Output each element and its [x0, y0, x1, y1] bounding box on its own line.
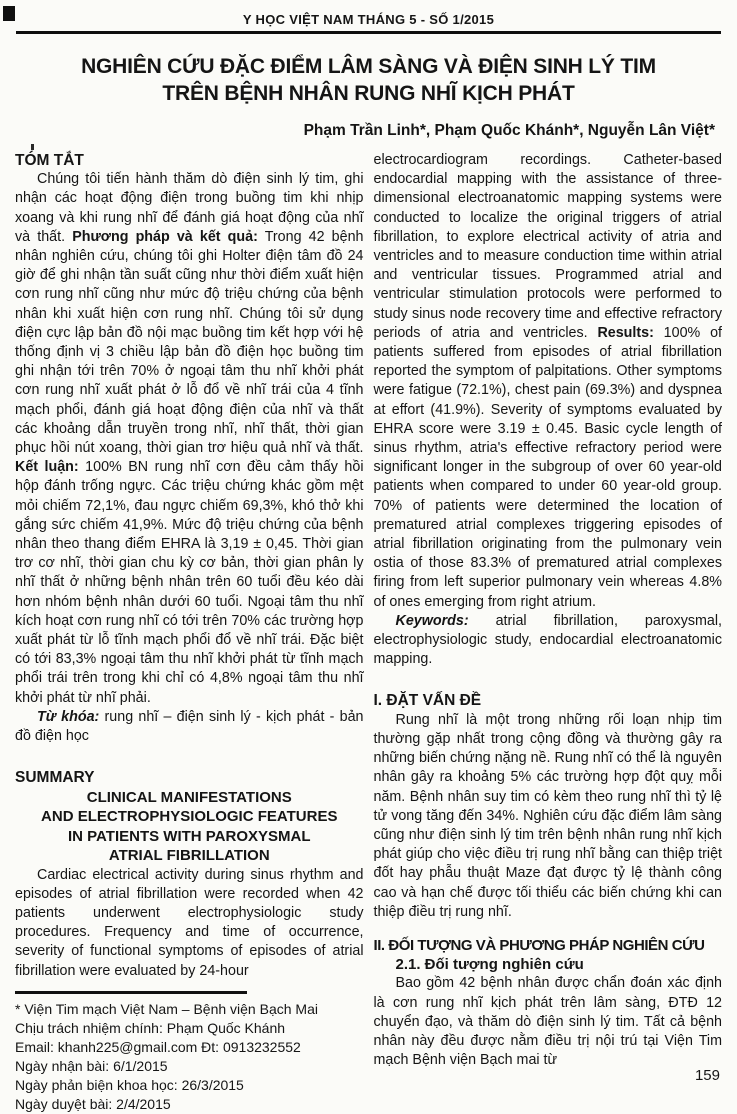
footnote-rule: [15, 991, 247, 994]
summary-title-line3: IN PATIENTS WITH PAROXYSMAL: [68, 827, 311, 845]
methods-results-label: Phương pháp và kết quả:: [72, 228, 258, 245]
two-column-body: [0, 151, 737, 1114]
keywords-vi-label: Từ khóa:: [37, 708, 100, 725]
footnote-responsible: Chịu trách nhiệm chính: Phạm Quốc Khánh: [15, 1019, 286, 1036]
conclusion-label: Kết luận:: [15, 459, 79, 476]
scan-artifact-dot: [31, 144, 34, 150]
abstract-heading: TÓM TẮT: [15, 152, 84, 169]
summary-title-line1: CLINICAL MANIFESTATIONS: [86, 788, 292, 806]
summary-title-line2: AND ELECTROPHYSIOLOGIC FEATURES: [41, 808, 338, 825]
section-2-heading: II. ĐỐI TƯỢNG VÀ PHƯƠNG PHÁP NGHIÊN CỨU: [373, 936, 705, 954]
footnote-received-date: Ngày nhận bài: 6/1/2015: [15, 1057, 168, 1074]
text-segment: Rung nhĩ là một trong những rối loạn nhịp tim thường gặp nhất trong cộng đồng và thường gây ra những biến chứng nặng nề. Rung nhĩ có thể là nguyên nhân gây ra khoảng 5% các trường hợp đột quỵ mỗi năm. Bệnh nhân suy tim có kèm theo rung nhĩ thì tỷ lệ tử vong tăng đến 34%. Nghiên cứu đặc điểm lâm sàng cũng như điện sinh lý tim trên bệnh nhân rung nhĩ kịch phát giúp cho việc điều trị rung nhĩ bằng can thiệp triệt đốt hay phẫu thuật Maze đạt được tỷ lệ thành công cao và hạn chế được tối thiểu các biến chứng khi can thiệp điều trị rung nhĩ.: [373, 711, 722, 920]
section-2-paragraph: [374, 974, 723, 1070]
keywords-vi-line: [15, 708, 364, 746]
summary-title-line4: ATRIAL FIBRILLATION: [108, 847, 270, 864]
text-segment: Bao gồm 42 bệnh nhân được chẩn đoán xác định là cơn rung nhĩ kịch phát trên lâm sàng, ĐTĐ 12 chuyển đạo, và thăm dò điện sinh lý tim. Tất cả bệnh nhân này đều được nằm điều trị nội trú tại Viện Tim mạch Bệnh viện Bạch mai từ: [373, 975, 722, 1069]
summary-continued-paragraph: [374, 151, 723, 612]
article-title-line1: NGHIÊN CỨU ĐẶC ĐIỂM LÂM SÀNG VÀ ĐIỆN SINH LÝ TIM: [81, 55, 656, 78]
summary-title-block: [15, 788, 364, 866]
section-1-heading: I. ĐẶT VẤN ĐỀ: [373, 692, 482, 710]
keywords-en-text: atrial fibrillation, paroxysmal, electrophysiologic study, endocardial electroanatomic mapping.: [373, 612, 722, 668]
results-label: Results:: [597, 324, 654, 341]
section-1-paragraph: [374, 711, 723, 922]
right-column: [374, 151, 723, 1114]
keywords-en-label: Keywords:: [395, 612, 469, 629]
summary-heading: SUMMARY: [15, 769, 95, 787]
footnote-accepted-date: Ngày duyệt bài: 2/4/2015: [15, 1095, 171, 1112]
keywords-vi-text: rung nhĩ – điện sinh lý - kịch phát - bản đồ điện học: [15, 708, 364, 745]
text-segment: Chúng tôi tiến hành thăm dò điện sinh lý tim, ghi nhận các hoạt động điện trong buồng tim khi nhịp xoang và khi rung nhĩ để đánh giá hoạt động của nhĩ và thất.: [15, 171, 364, 245]
footnote-block: [15, 1000, 364, 1114]
text-segment: Cardiac electrical activity during sinus rhythm and episodes of atrial fibrillation were recorded when 42 patients underwent electrophysiologic study procedures. Frequency and time of occurrence, severity of functional symptoms of episodes of atrial fibrillation were evaluated by 24-hour: [15, 866, 364, 979]
scan-artifact-mark: [3, 6, 15, 21]
footnote-review-date: Ngày phản biện khoa học: 26/3/2015: [15, 1076, 244, 1093]
article-title-line2: TRÊN BỆNH NHÂN RUNG NHĨ KỊCH PHÁT: [162, 82, 575, 105]
article-title: [0, 53, 737, 107]
authors-line: Phạm Trần Linh*, Phạm Quốc Khánh*, Nguyễn Lân Việt*: [303, 122, 715, 139]
footnote-contact: Email: khanh225@gmail.com Đt: 0913232552: [15, 1038, 301, 1055]
page-number: 159: [694, 1067, 720, 1084]
text-segment: Trong 42 bệnh nhân nghiên cứu, chúng tôi ghi Holter điện tâm đồ 24 giờ để ghi nhận tần suất cũng như thời điểm xuất hiện cơn rung nhĩ cũng như mức độ triệu chứng của bệnh nhân khi xuất hiện cơn rung nhĩ. Chúng tôi sử dụng điện cực lập bản đồ nội mạc buồng tim kết hợp với hệ thống định vị 3 chiều lập bản đồ điện học buồng tim ghi nhận tới trên 70% ở ngoại tâm thu nhĩ khởi phát cơn rung nhĩ xuất phát ở lỗ đổ về nhĩ trái của 4 tĩnh mạch phổi, đánh giá hoạt động điện của nhĩ và thất các khoảng dẫn truyền trong nhĩ, nhĩ thất, thời gian phục hồi nút xoang, thời gian trơ hiệu quả nhĩ và thất.: [15, 228, 364, 457]
abstract-paragraph: [15, 170, 364, 708]
left-column: [15, 151, 364, 1114]
summary-paragraph: [15, 866, 364, 981]
journal-name-header: Y HỌC VIỆT NAM THÁNG 5 - SỐ 1/2015: [242, 12, 495, 27]
text-segment: 100% of patients suffered from episodes of atrial fibrillation reported the symptom of palpitations. Other symptoms were fatigue (72.1%), chest pain (69.3%) and dyspnea at effort (41.9%). Severity of symptoms evaluated by EHRA score were 3.19 ± 0.45. Basic cycle length of sinus rhythm, atria's effective refractory period were significant longer in the subgroup of over 60 year-old patients when compared to under 60 year-old group. 70% of patients were determined the location of prematured atrial complexes triggering episodes of atrial fibrillation originating from the pulmonary vein ostia of those 83.3% of prematured atrial complexes firing from left superior pulmonary vein whereas 4.8% of ones emerging from right atrium.: [373, 324, 722, 610]
text-segment: electrocardiogram recordings. Catheter-based endocardial mapping with the assistance of three-dimensional electroanatomic mapping systems were conducted to localize the original triggers of atrial fibrillation, to explore electrical activity of atria and ventricles and to measure conduction time within atrial and ventricular tissues. Programmed atrial and ventricular stimulation protocols were performed to study sinus node recovery time and effective refractory periods of atria and ventricles.: [373, 152, 722, 341]
header-rule: [16, 31, 721, 34]
section-2-1-subheading: 2.1. Đối tượng nghiên cứu: [395, 956, 584, 974]
footnote-affiliation: * Viện Tim mạch Việt Nam – Bệnh viện Bạch Mai: [15, 1000, 318, 1017]
text-segment: 100% BN rung nhĩ cơn đều cảm thấy hồi hộp đánh trống ngực. Các triệu chứng khác gồm mệt mỏi chiếm 72,1%, đau ngực chiếm 69,3%, khó thở khi gắng sức chiếm 41,9%. Mức độ triệu chứng của bệnh nhân theo thang điểm EHRA là 3,19 ± 0,45. Thời gian trơ cơ nhĩ, thời gian chu kỳ cơ bản, thời gian phân ly nhĩ thất ở những bệnh nhân trên 60 tuổi đều kéo dài hơn nhóm bệnh nhân dưới 60 tuổi. Ngoại tâm thu nhĩ kích hoạt cơn rung nhĩ có tới trên 70% các trường hợp xuất phát từ lỗ tĩnh mạch phổi đổ về nhĩ trái. Đặc biệt có tới 83,3% ngoại tâm thu nhĩ khởi phát từ tĩnh mạch phổi trái trên trong khi chỉ có 4,8% ngoại tâm thu nhĩ khởi phát từ nhĩ phải.: [15, 459, 364, 706]
keywords-en-line: [374, 612, 723, 670]
